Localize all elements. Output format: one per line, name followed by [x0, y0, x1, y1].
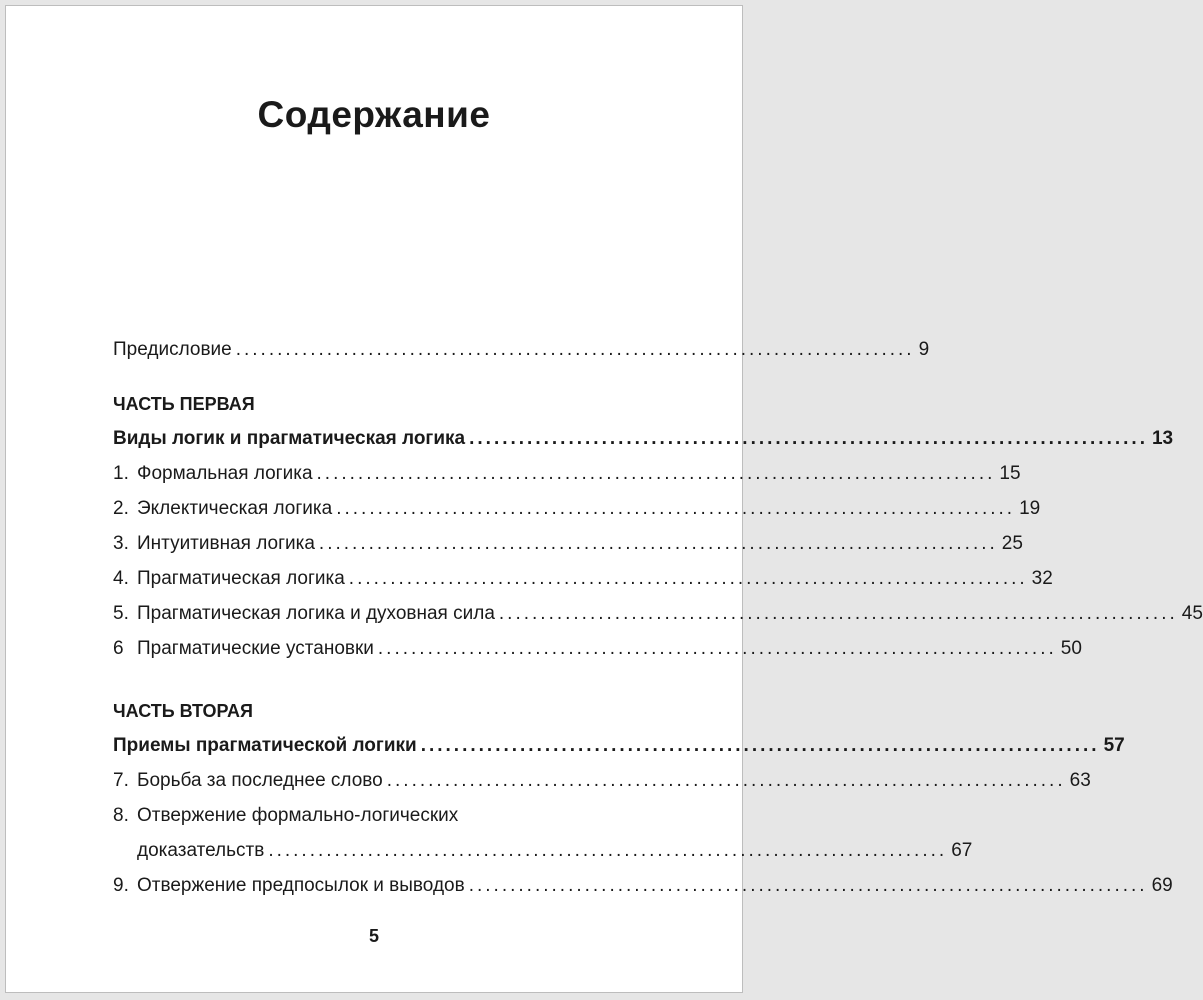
toc-entry[interactable] — [113, 485, 1041, 520]
toc-entry[interactable] — [113, 792, 627, 827]
toc-entry-label: Виды логик и прагматическая логика — [113, 428, 466, 449]
toc-entry-label: Отвержение формально-логических — [137, 805, 459, 826]
toc-entry-page: 57 — [1103, 735, 1125, 756]
toc-entry-number: 2. — [113, 498, 129, 519]
toc-entry-page: 32 — [1031, 568, 1053, 589]
toc-entry-label: Прагматические установки — [137, 638, 374, 659]
dot-leader: .................................................................................. — [348, 568, 1028, 589]
toc-entry-label: Борьба за последнее слово — [137, 770, 383, 791]
toc-entry-page: 15 — [999, 463, 1021, 484]
toc-entry-number: 7. — [113, 770, 129, 791]
toc-entry[interactable] — [113, 625, 1082, 660]
toc-entry-page: 9 — [918, 339, 930, 360]
dot-leader: .................................................................................. — [420, 735, 1100, 756]
toc-entry[interactable] — [113, 757, 1091, 792]
toc-entry-label: Предисловие — [113, 339, 232, 360]
toc-entry-page: 25 — [1001, 533, 1023, 554]
toc-entry-page: 19 — [1019, 498, 1041, 519]
toc-entry-label: доказательств — [137, 840, 265, 861]
toc-entry-page: 45 — [1181, 603, 1203, 624]
page-number: 5 — [368, 926, 379, 946]
dot-leader: .................................................................................. — [336, 498, 1016, 519]
toc-entry-label: Интуитивная логика — [137, 533, 315, 554]
page-title: Содержание — [257, 94, 491, 135]
toc-part-title[interactable] — [113, 722, 1125, 757]
toc-entry-page: 13 — [1151, 428, 1174, 449]
dot-leader: .................................................................................. — [316, 463, 996, 484]
toc-entry-page: 69 — [1151, 875, 1173, 896]
toc-entry-number: 8. — [113, 805, 129, 826]
toc-entry-page: 50 — [1060, 638, 1082, 659]
book-page — [5, 5, 1203, 993]
toc-entry-preface[interactable] — [113, 326, 930, 361]
toc-entry-page: 67 — [951, 840, 973, 861]
part-heading: ЧАСТЬ ВТОРАЯ — [113, 701, 253, 721]
part-heading: ЧАСТЬ ПЕРВАЯ — [113, 394, 255, 414]
dot-leader: .................................................................................. — [377, 638, 1057, 659]
toc-entry-number: 9. — [113, 875, 129, 896]
toc-entry-number: 4. — [113, 568, 129, 589]
toc-entry[interactable] — [113, 590, 1203, 625]
toc-entry-number: 6 — [113, 638, 124, 659]
toc-entry-label: Приемы прагматической логики — [113, 735, 417, 756]
toc-entry[interactable] — [113, 450, 1021, 485]
toc-entry[interactable] — [113, 520, 1023, 555]
dot-leader: .................................................................................. — [268, 840, 948, 861]
dot-leader: .................................................................................. — [469, 428, 1148, 449]
dot-leader: .................................................................................. — [498, 603, 1178, 624]
toc-entry-number: 3. — [113, 533, 129, 554]
dot-leader: .................................................................................. — [235, 339, 915, 360]
dot-leader: .................................................................................. — [318, 533, 998, 554]
toc-entry-label: Эклектическая логика — [137, 498, 333, 519]
toc-entry-label: Прагматическая логика и духовная сила — [137, 603, 495, 624]
toc-entry-label: Отвержение предпосылок и выводов — [137, 875, 465, 896]
toc-part-title[interactable] — [113, 415, 1174, 450]
toc-entry-continuation[interactable] — [113, 827, 973, 862]
toc-entry-number: 1. — [113, 463, 129, 484]
toc-entry-label: Формальная логика — [137, 463, 313, 484]
toc-entry-number: 5. — [113, 603, 129, 624]
toc-entry[interactable] — [113, 555, 1053, 590]
dot-leader: .................................................................................. — [386, 770, 1066, 791]
table-of-contents — [113, 326, 1203, 897]
toc-entry[interactable] — [113, 862, 1173, 897]
toc-entry-page: 63 — [1069, 770, 1091, 791]
toc-entry-label: Прагматическая логика — [137, 568, 345, 589]
dot-leader: .................................................................................. — [468, 875, 1148, 896]
